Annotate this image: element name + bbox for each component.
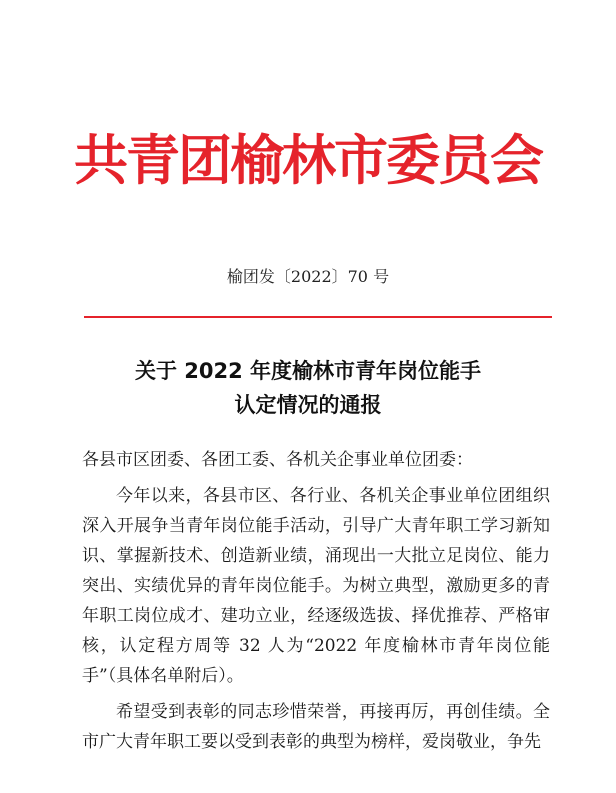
salutation: 各县市区团委、各团工委、各机关企事业单位团委： <box>82 450 473 470</box>
body-paragraph-2: 希望受到表彰的同志珍惜荣誉，再接再厉，再创佳绩。全市广大青年职工要以受到表彰的典型为榜样，爱岗敬业，争先 <box>82 702 550 752</box>
notice-body <box>82 445 550 763</box>
document-number: 榆团发〔2022〕70 号 <box>226 267 390 286</box>
notice-title <box>40 354 576 422</box>
red-divider-line <box>84 316 552 318</box>
notice-title-line-1: 关于 2022 年度榆林市青年岗位能手 <box>134 359 482 383</box>
body-paragraph-1: 今年以来，各县市区、各行业、各机关企事业单位团组织深入开展争当青年岗位能手活动，引导广大青年职工学习新知识、掌握新技术、创造新业绩，涌现出一大批立足岗位、能力突出、实绩优异的青年岗位能手。为树立典型，激励更多的青年职工岗位成才、建功立业，经逐级选拔、择优推荐、严格审核，认定程方周等 32 人为“2022 年度榆林市青年岗位能手”（具体名单附后）。 <box>82 486 550 686</box>
notice-title-line-2: 认定情况的通报 <box>234 393 382 417</box>
org-header-title: 共青团榆林市委员会 <box>74 129 542 192</box>
